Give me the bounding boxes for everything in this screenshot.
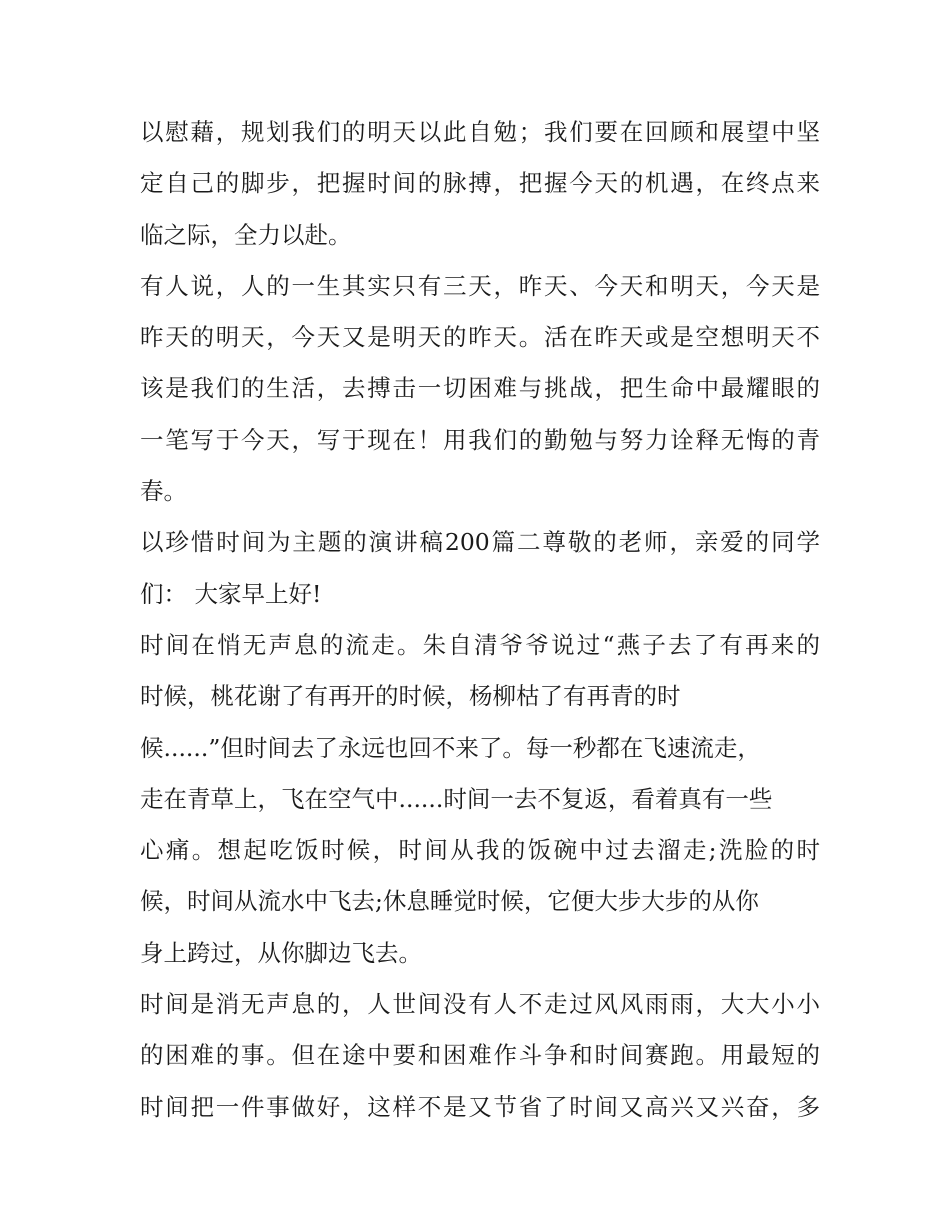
text-line: 有人说，人的一生其实只有三天，昨天、今天和明天，今天是: [140, 271, 820, 300]
text-line: 候，时间从流水中飞去;休息睡觉时候，它便大步大步的从你: [140, 887, 759, 916]
text-line: 以慰藉，规划我们的明天以此自勉；我们要在回顾和展望中坚: [140, 118, 820, 146]
text-line: 候......”但时间去了永远也回不来了。每一秒都在飞速流走，: [140, 733, 761, 762]
text-line: 临之际，全力以赴。: [140, 220, 352, 249]
text-line: 的困难的事。但在途中要和困难作斗争和时间赛跑。用最短的: [140, 1041, 820, 1070]
text-line: 一笔写于今天，写于现在！用我们的勤勉与努力诠释无悔的青: [140, 425, 820, 454]
text-line: 时间是消无声息的，人世间没有人不走过风风雨雨，大大小小: [140, 990, 820, 1019]
text-line: 以珍惜时间为主题的演讲稿200篇二尊敬的老师，亲爱的同学: [140, 528, 820, 557]
text-line: 身上跨过，从你脚边飞去。: [140, 938, 422, 967]
text-line: 们： 大家早上好!: [140, 579, 322, 608]
text-line: 时间把一件事做好，这样不是又节省了时间又高兴又兴奋，多: [140, 1092, 820, 1121]
text-line: 时候，桃花谢了有再开的时候，杨柳枯了有再青的时: [140, 682, 681, 711]
text-line: 昨天的明天，今天又是明天的昨天。活在昨天或是空想明天不: [140, 323, 820, 352]
text-line: 走在青草上，飞在空气中......时间一去不复返，看着真有一些: [140, 784, 773, 813]
text-line: 春。: [140, 477, 187, 506]
text-line: 心痛。想起吃饭时候，时间从我的饭碗中过去溜走;洗脸的时: [140, 836, 820, 865]
text-line: 该是我们的生活，去搏击一切困难与挑战，把生命中最耀眼的: [140, 374, 820, 403]
text-line: 时间在悄无声息的流走。朱自清爷爷说过“燕子去了有再来的: [140, 630, 820, 659]
text-line: 定自己的脚步，把握时间的脉搏，把握今天的机遇，在终点来: [140, 169, 820, 198]
body-text: [140, 107, 820, 1133]
